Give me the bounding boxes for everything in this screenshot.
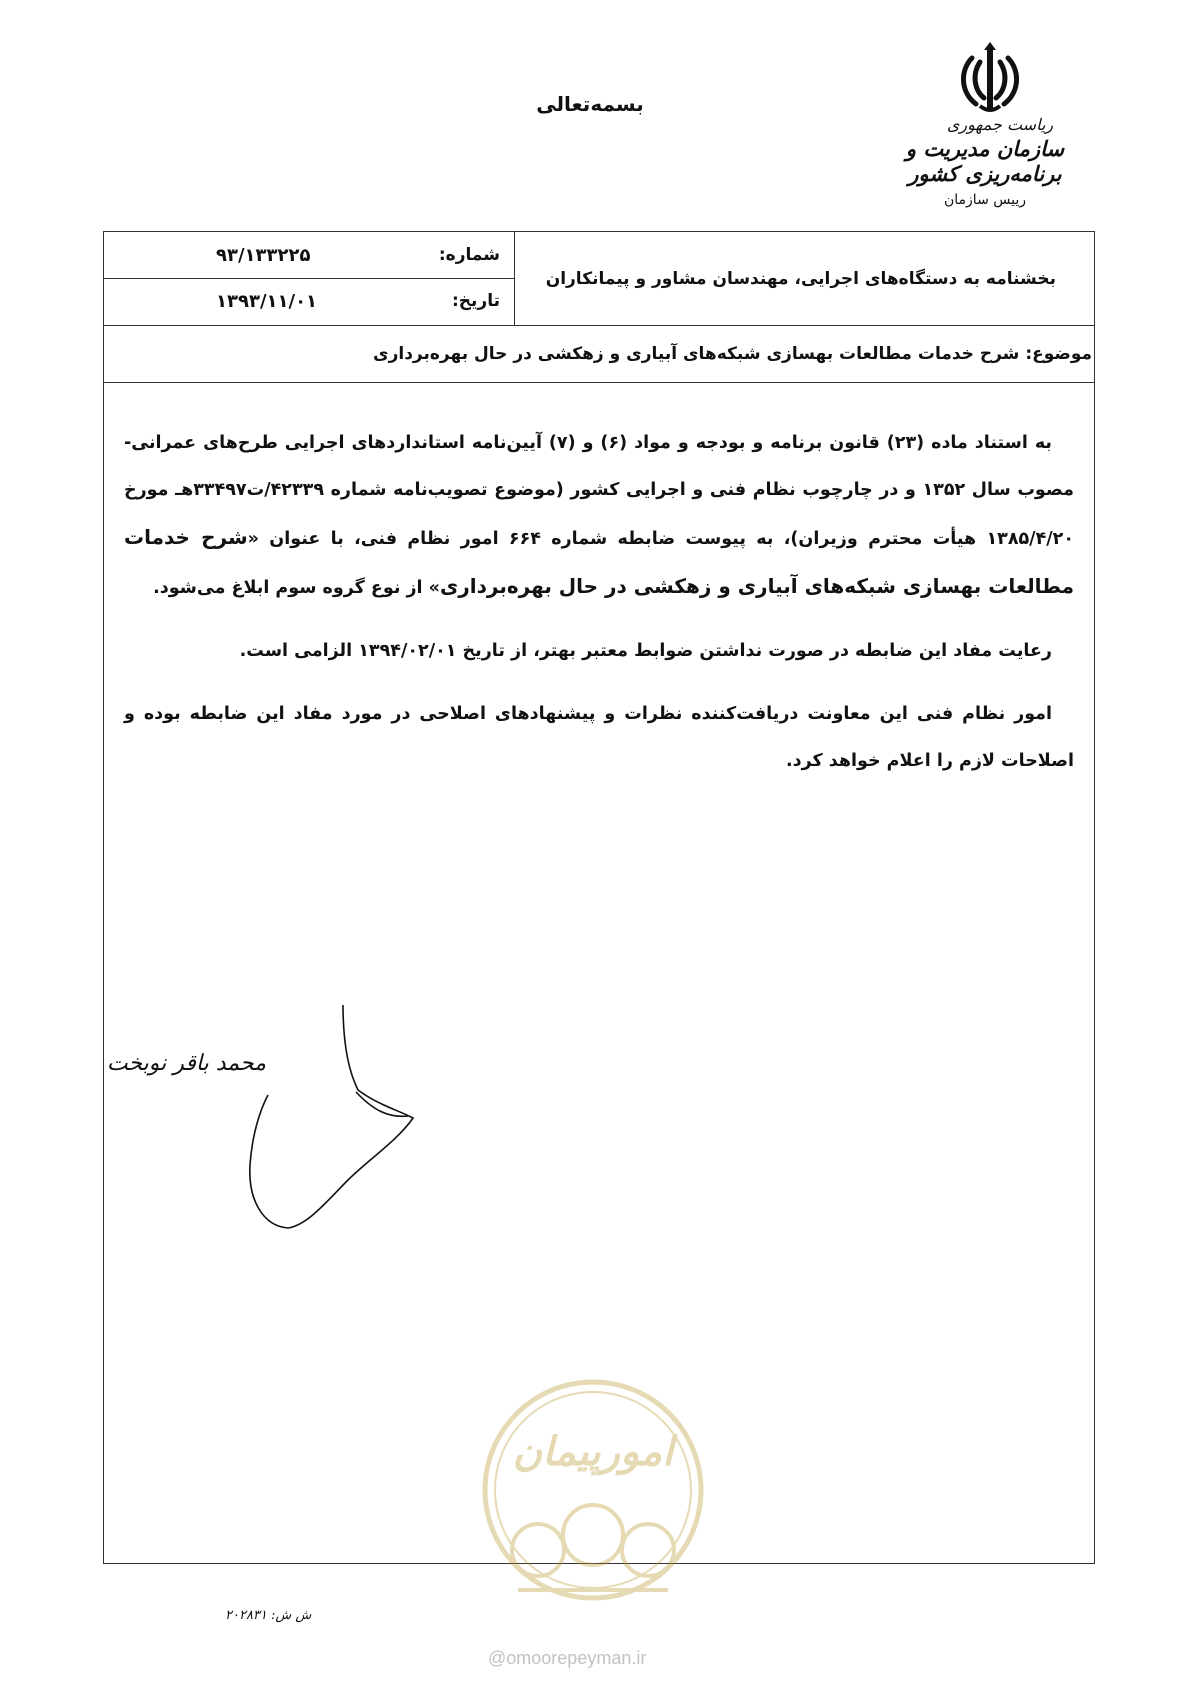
seal-text: امورپیمان xyxy=(512,1428,674,1475)
document-heading: بسمه‌تعالی xyxy=(536,92,644,116)
p1-text-start: به استناد ماده (۲۳) قانون برنامه و بودجه و مواد (۶) و (۷) آیین‌نامه استانداردهای اجرایی طرح‌های عمرانی- مصوب سال ۱۳۵۲ و در چارچوب نظام فنی و اجرایی کشور (موضوع تصویب‌نامه شماره ۴۲۳۳۹/ت۳۳۴۹۷هـ مورخ ۱۳۸۵/۴/۲۰ هیأت محترم وزیران)، به پیوست ضابطه شماره ۶۶۴ امور نظام فنی، با عنوان « xyxy=(124,433,1075,549)
letter-frame xyxy=(103,231,1095,1564)
meta-number-row xyxy=(104,232,514,279)
date-value: ۱۳۹۳/۱۱/۰۱ xyxy=(216,290,318,312)
letter-header xyxy=(104,232,1094,326)
number-label: شماره: xyxy=(438,245,500,265)
org-name: سازمان مدیریت و برنامه‌ریزی کشور xyxy=(905,136,1065,186)
watermark-url: @omoorepeyman.ir xyxy=(488,1648,647,1668)
letter-body xyxy=(124,420,1074,785)
file-number: ش ش: ۲۰۲۸۳۱ xyxy=(225,1608,312,1623)
p1-text-end: » از نوع گروه سوم ابلاغ می‌شود. xyxy=(153,578,440,598)
signature-name: محمد باقر نوبخت xyxy=(106,1051,266,1076)
date-label: تاریخ: xyxy=(452,291,500,311)
org-presidency: ریاست جمهوری xyxy=(946,115,1054,134)
company-seal-icon xyxy=(478,1375,708,1620)
subject-line: موضوع: شرح خدمات مطالعات بهسازی شبکه‌های آبیاری و زهکشی در حال بهره‌برداری xyxy=(104,325,1094,383)
number-value: ۹۳/۱۳۳۲۲۵ xyxy=(216,244,311,266)
org-head-title: رییس سازمان xyxy=(944,192,1026,208)
iran-emblem-icon xyxy=(950,40,1030,120)
recipient-line: بخشنامه به دستگاه‌های اجرایی، مهندسان مشاور و پیمانکاران xyxy=(545,268,1056,289)
handwritten-signature xyxy=(106,1000,468,1230)
meta-date-row xyxy=(104,278,514,324)
organization-block xyxy=(870,115,1100,208)
letter-meta xyxy=(104,232,515,325)
body-paragraph-3: امور نظام فنی این معاونت دریافت‌کننده نظرات و پیشنهادهای اصلاحی در مورد مفاد این ضابطه بوده و اصلاحات لازم را اعلام خواهد کرد. xyxy=(124,704,1074,771)
body-paragraph-1 xyxy=(124,420,1074,612)
body-paragraph-2: رعایت مفاد این ضابطه در صورت نداشتن ضوابط معتبر بهتر، از تاریخ ۱۳۹۴/۰۲/۰۱ الزامی است. xyxy=(239,641,1052,661)
p1-emphasis: شرح خدمات مطالعات بهسازی شبکه‌های آبیاری و زهکشی در حال بهره‌برداری xyxy=(124,525,1074,598)
